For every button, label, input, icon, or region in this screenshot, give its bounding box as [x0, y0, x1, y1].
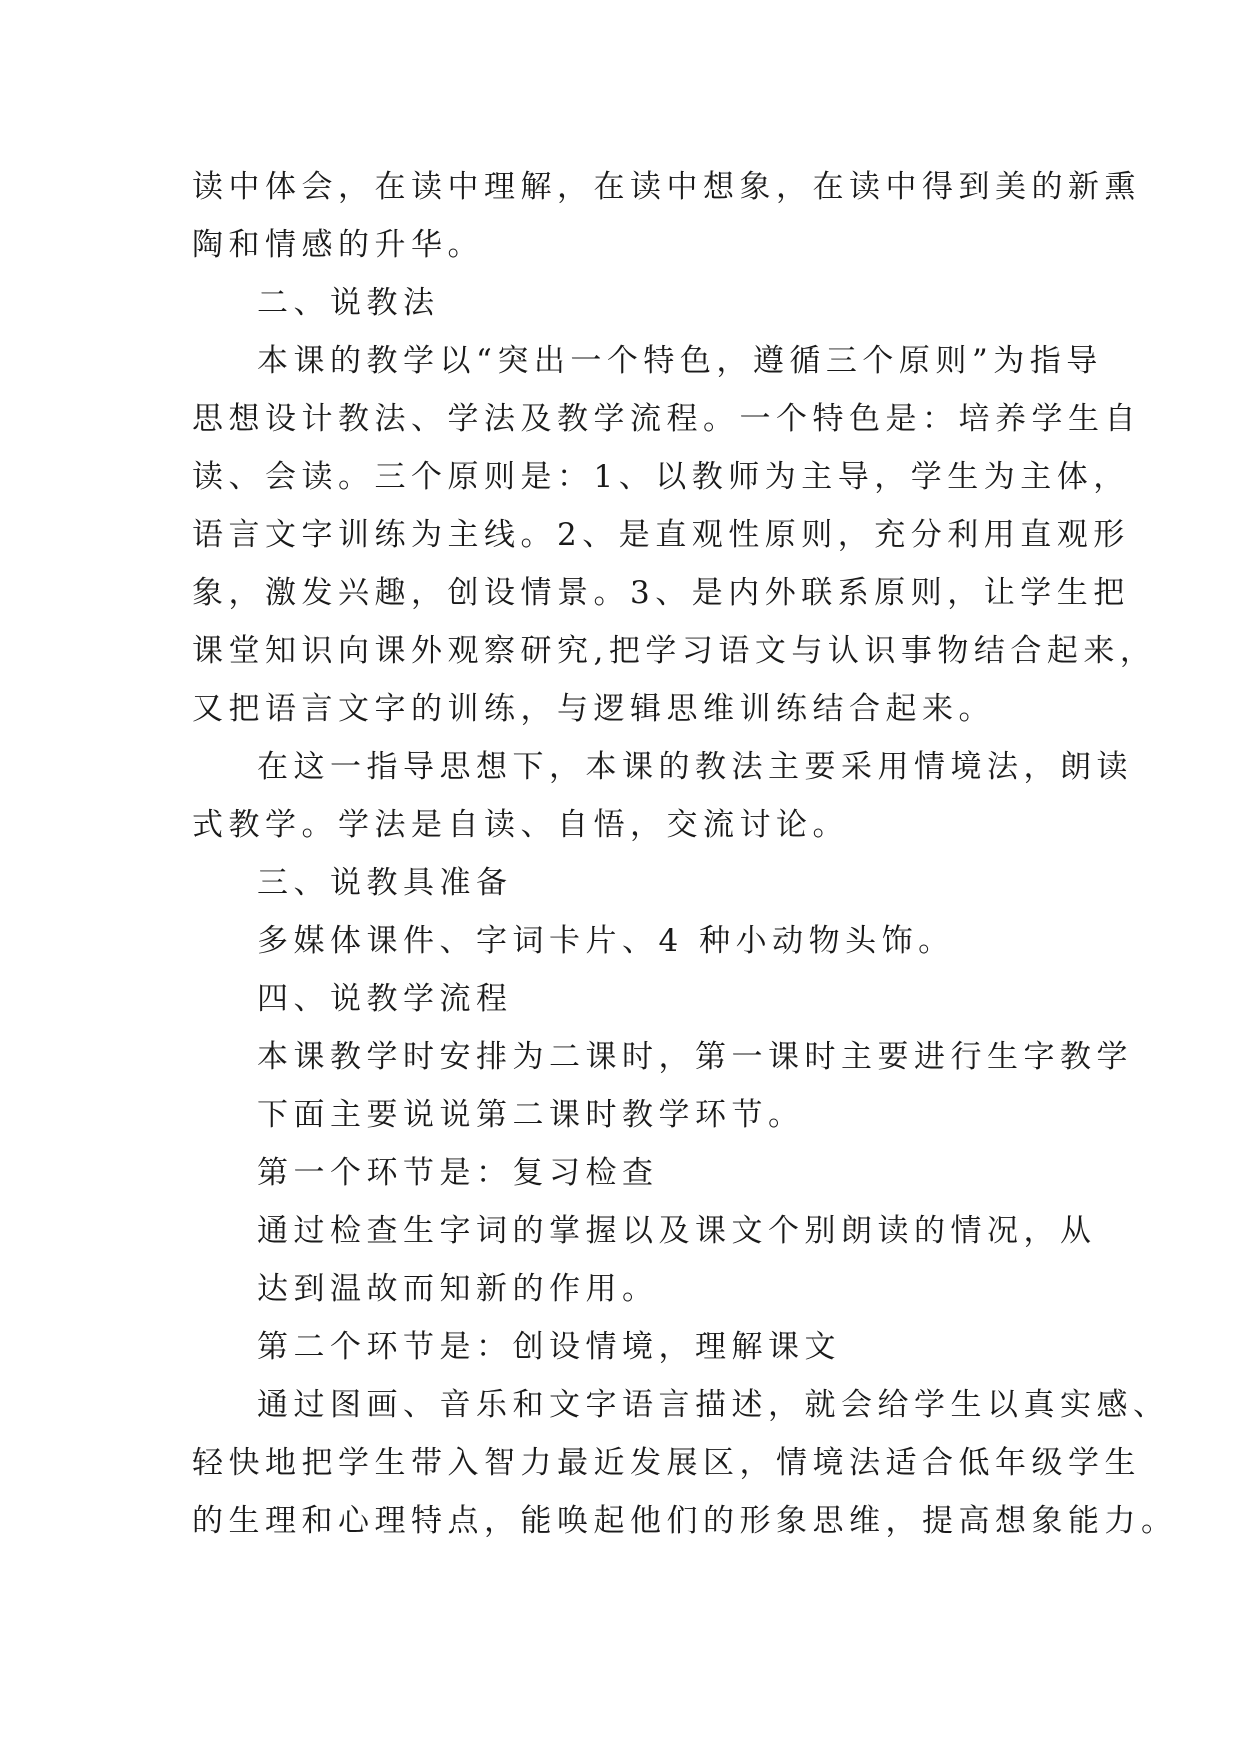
- paragraph-line: 象，激发兴趣，创设情景。3、是内外联系原则，让学生把: [192, 575, 1130, 611]
- paragraph-line: 通过检查生字词的掌握以及课文个别朗读的情况，从: [257, 1213, 1097, 1249]
- paragraph-line: 课堂知识向课外观察研究,把学习语文与认识事物结合起来，: [192, 633, 1157, 669]
- paragraph-line: 本课的教学以“突出一个特色，遵循三个原则”为指导: [257, 343, 1103, 379]
- subsection-heading: 第二个环节是：创设情境，理解课文: [257, 1329, 841, 1365]
- paragraph-line: 多媒体课件、字词卡片、4 种小动物头饰。: [257, 923, 955, 959]
- paragraph-line: 式教学。学法是自读、自悟，交流讨论。: [192, 807, 849, 843]
- paragraph-line: 达到温故而知新的作用。: [257, 1271, 659, 1307]
- paragraph-line: 在这一指导思想下，本课的教法主要采用情境法，朗读: [257, 749, 1133, 785]
- paragraph-line: 又把语言文字的训练，与逻辑思维训练结合起来。: [192, 691, 995, 727]
- paragraph-line: 读、会读。三个原则是：1、以教师为主导，学生为主体，: [192, 459, 1130, 495]
- paragraph-line: 本课教学时安排为二课时，第一课时主要进行生字教学: [257, 1039, 1133, 1075]
- paragraph-line: 通过图画、音乐和文字语言描述，就会给学生以真实感、: [257, 1387, 1170, 1423]
- document-body: [192, 158, 1178, 1550]
- paragraph-line: 读中体会，在读中理解，在读中想象，在读中得到美的新熏: [192, 169, 1141, 205]
- paragraph-line: 语言文字训练为主线。2、是直观性原则，充分利用直观形: [192, 517, 1130, 553]
- section-heading: 二、说教法: [257, 285, 440, 321]
- paragraph-line: 思想设计教法、学法及教学流程。一个特色是：培养学生自: [192, 401, 1141, 437]
- section-heading: 四、说教学流程: [257, 981, 513, 1017]
- paragraph-line: 陶和情感的升华。: [192, 227, 484, 263]
- paragraph-line: 轻快地把学生带入智力最近发展区，情境法适合低年级学生: [192, 1445, 1141, 1481]
- paragraph-line: 的生理和心理特点，能唤起他们的形象思维，提高想象能力。: [192, 1503, 1178, 1539]
- section-heading: 三、说教具准备: [257, 865, 513, 901]
- subsection-heading: 第一个环节是：复习检查: [257, 1155, 659, 1191]
- paragraph-line: 下面主要说说第二课时教学环节。: [257, 1097, 805, 1133]
